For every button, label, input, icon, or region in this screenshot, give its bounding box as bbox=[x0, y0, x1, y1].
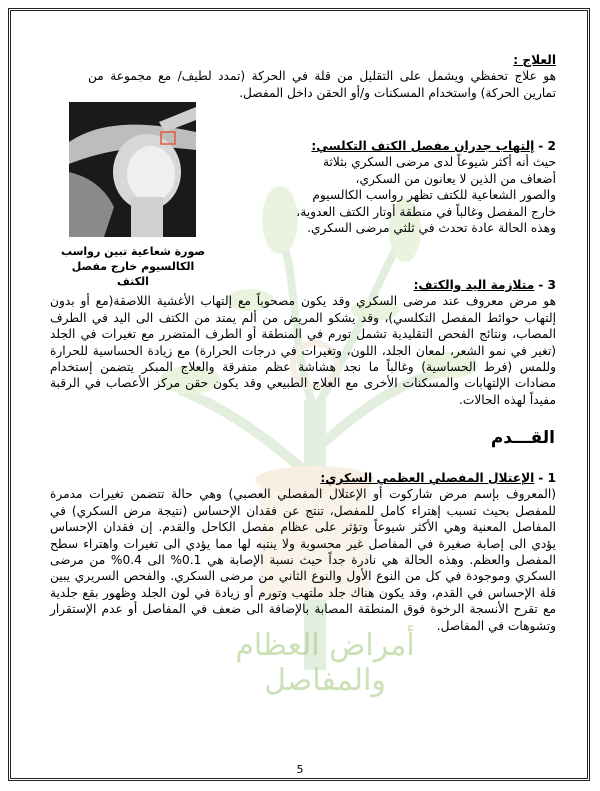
treatment-section bbox=[88, 52, 556, 101]
section2-heading: إلتهاب جدران مفصل الكتف التكلسي: bbox=[311, 139, 535, 153]
page-number: 5 bbox=[296, 763, 304, 776]
xray-caption: صورة شعاعية تبين رواسب الكالسيوم خارج مفصل الكتف bbox=[60, 245, 206, 288]
foot-section1 bbox=[50, 470, 556, 634]
section2-number: 2 - bbox=[538, 139, 556, 153]
section2-line: أضعاف من الذين لا يعانون من السكري، bbox=[355, 171, 556, 186]
section2-line: وهذه الحالة عادة تحدث في ثلثي مرضى السكري. bbox=[307, 221, 556, 236]
section2-line: خارج المفصل وغالباً في منطقة أوتار الكتف العدوية، bbox=[296, 204, 556, 219]
section3-number: 3 - bbox=[538, 278, 556, 292]
watermark-text: أمراض العظام والمفاصل bbox=[235, 628, 415, 698]
foot-section1-heading: الإعتلال المفصلي العظمي السكري: bbox=[320, 471, 535, 485]
section2-line: حيث أنه أكثر شيوعاً لدى مرضى السكري بثلاثة bbox=[322, 155, 556, 170]
section3-body: هو مرض معروف عند مرضى السكري وقد يكون مصحوباً مع إلتهاب الأغشية اللاصقة(مع أو بدون إلتهاب حوائط المفصل التكلسي)، وقد يشكو المريض من ألم يمتد من الكتف الى اليد في الطرف المصاب، ونتائج الفحص التقليدية تشمل تورم في المنطقة أو الطرف المتضرر مع تغيرات في الجلد (تغير في نمو الشعر، لمعان الجلد، اللون، وتغيرات في درجات الحرارة) مع زيادة الحساسية للحرارة وللمس (فرط الحساسية) وغالباً ما نجد هشاشة عظم متفرقة والعلاج المبكر يتضمن إستخدام مضادات الإلتهابات والمسكنات الأخرى مع العلاج الطبيعي وقد يكون حقن مركز الأعصاب في الرقبة مفيداً لهذه الحالات. bbox=[50, 294, 556, 407]
treatment-body: هو علاج تحفظي ويشمل على التقليل من قلة في الحركة (تمدد لطيف/ مع مجموعة من تمارين الحركة) واستخدام المسكنات و/أو الحقن داخل المفصل. bbox=[88, 69, 556, 100]
section2 bbox=[232, 138, 556, 236]
treatment-heading: العلاج : bbox=[513, 53, 556, 67]
section3 bbox=[50, 277, 556, 408]
foot-section1-number: 1 - bbox=[538, 471, 556, 485]
foot-section-title: القـــدم bbox=[490, 428, 555, 448]
foot-section1-body: (المعروف بإسم مرض شاركوت أو الإعتلال المفصلي العصبي) وهي حالة تتضمن تغيرات مدمرة للمفصل بحيث تسبب إهتراء كامل للمفصل، تنتج عن فقدان الإحساس (نتيجة مرض السكري) في المفاصل المعنية وهي الأكثر شيوعاً وتؤثر على عظام مفصل الكاحل والقدم. إن فقدان الإحساس يؤدي الى إصابة صغيرة في المفاصل غير محسوبة ولا ينتبه لها مما يؤدي الى تغيرات واهتراء سطح المفصل والعظم. وهذه الحالة هي نادرة جداً حيث نسبة الإصابة هي 0.1% الى 0.4% من مرضى السكري وموجودة في كل من النوع الأول والنوع الثاني من مرضى السكري. والفحص السريري يبين قلة الإحساس في القدم، وقد يكون هناك جلد ملتهب وتورم أو زيادة في لون الجلد وظهور بقع جلدية مع تقرح الأنسجة الرخوة فوق المنطقة المصابة بالإضافة الى ضعف في المفاصل أو عدم الإستقرار وتشوهات في المفاصل. bbox=[50, 487, 556, 633]
section3-heading: متلازمة اليد والكتف: bbox=[413, 278, 535, 292]
shoulder-xray-image bbox=[69, 102, 196, 237]
section2-line: والصور الشعاعية للكتف تظهر رواسب الكالسيوم bbox=[312, 188, 556, 203]
